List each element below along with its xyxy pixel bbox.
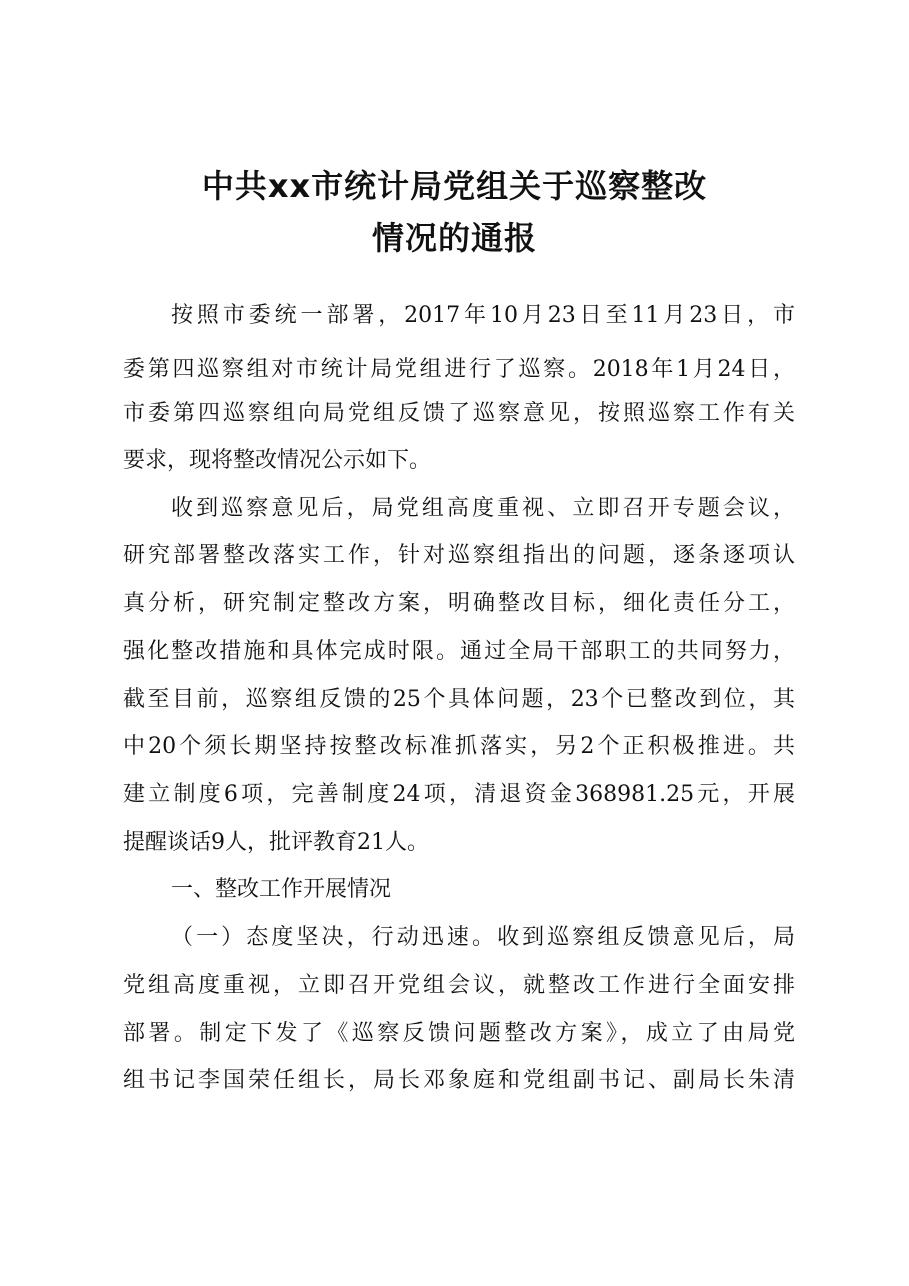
text-line: 党组高度重视，立即召开党组会议，就整改工作进行全面安排 [123, 973, 795, 998]
text-line: 委第四巡察组对市统计局党组进行了巡察。2018年1月24日， [123, 357, 795, 382]
text-line: 强化整改措施和具体完成时限。通过全局干部职工的共同努力， [123, 639, 795, 664]
text-line: 市委第四巡察组向局党组反馈了巡察意见，按照巡察工作有关 [123, 401, 795, 426]
text-line: 真分析，研究制定整改方案，明确整改目标，细化责任分工， [123, 591, 795, 616]
text-line: 收到巡察意见后，局党组高度重视、立即召开专题会议， [171, 496, 795, 521]
text-line: （一）态度坚决，行动迅速。收到巡察组反馈意见后，局 [171, 925, 795, 950]
text-line: 提醒谈话9人，批评教育21人。 [123, 830, 429, 855]
text-line: 要求，现将整改情况公示如下。 [123, 448, 432, 473]
text-line: 截至目前，巡察组反馈的25个具体问题，23个已整改到位，其 [123, 687, 795, 712]
text-line: 研究部署整改落实工作，针对巡察组指出的问题，逐条逐项认 [123, 543, 795, 568]
section-heading: 一、整改工作开展情况 [171, 877, 392, 902]
text-line: 部署。制定下发了《巡察反馈问题整改方案》，成立了由局党 [123, 1021, 795, 1046]
document-title: 中共xx市统计局党组关于巡察整改 [201, 167, 708, 205]
text-line: 组书记李国荣任组长，局长邓象庭和党组副书记、副局长朱清 [123, 1068, 795, 1093]
text-line: 按照市委统一部署，2017年10月23日至11月23日，市 [171, 303, 795, 328]
text-line: 中20个须长期坚持按整改标准抓落实，另2个正积极推进。共 [123, 734, 795, 759]
text-line: 建立制度6项，完善制度24项，清退资金368981.25元，开展 [123, 782, 795, 807]
document-title-continued: 情况的通报 [371, 219, 537, 257]
